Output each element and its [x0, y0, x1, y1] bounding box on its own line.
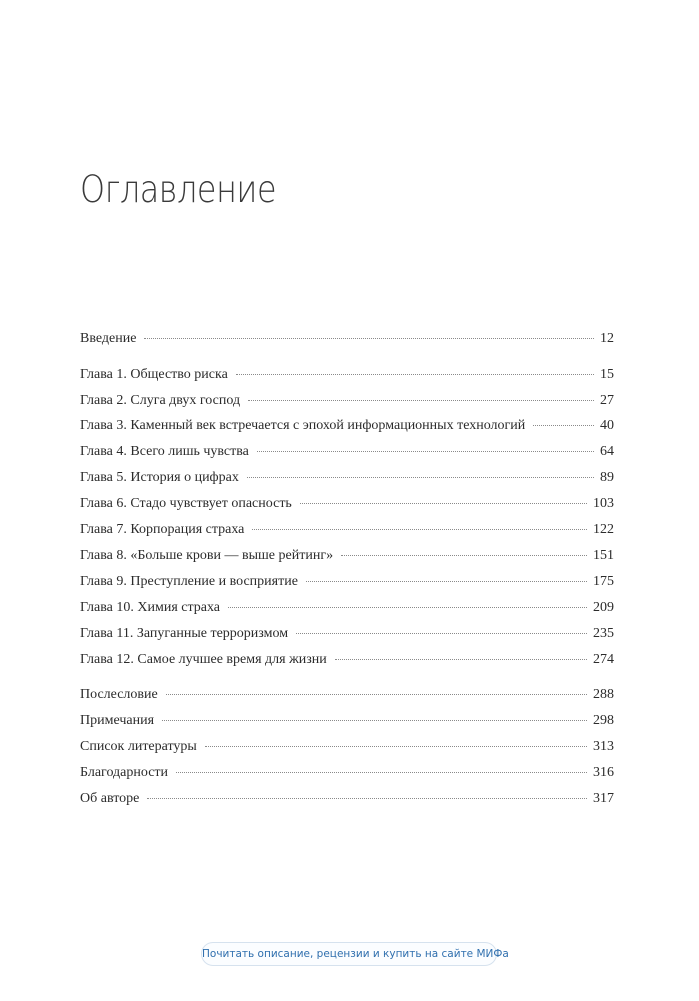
toc-entry[interactable]: [80, 468, 614, 488]
toc-entry-title: Введение: [80, 331, 137, 346]
toc-page-number: 89: [600, 470, 614, 485]
toc-entry[interactable]: [80, 572, 614, 592]
dot-leader: [252, 529, 587, 530]
dot-leader: [306, 581, 587, 582]
dot-leader: [236, 374, 594, 375]
toc-entry-title: Глава 3. Каменный век встречается с эпохой информационных технологий: [80, 418, 526, 433]
dot-leader: [533, 425, 594, 426]
toc-entry[interactable]: [80, 624, 614, 644]
toc-page-number: 122: [593, 522, 614, 537]
dot-leader: [144, 338, 594, 339]
dot-leader: [176, 772, 587, 773]
toc-page-number: 313: [593, 739, 614, 754]
toc-entry-title: Об авторе: [80, 791, 140, 806]
toc-entry[interactable]: [80, 737, 614, 757]
dot-leader: [257, 451, 594, 452]
toc-entry-title: Глава 10. Химия страха: [80, 600, 221, 615]
toc-entry-title: Глава 5. История о цифрах: [80, 470, 239, 485]
dot-leader: [228, 607, 587, 608]
toc-entry[interactable]: [80, 789, 614, 809]
toc-page-number: 151: [593, 548, 614, 563]
toc-page-number: 317: [593, 791, 614, 806]
toc-entry[interactable]: [80, 546, 614, 566]
toc-page-number: 175: [593, 574, 614, 589]
toc-entry-title: Послесловие: [80, 687, 158, 702]
toc-entry[interactable]: [80, 598, 614, 618]
toc-page-number: 103: [593, 496, 614, 511]
toc-entry[interactable]: [80, 494, 614, 514]
toc-page-number: 40: [600, 418, 614, 433]
toc-entry-title: Примечания: [80, 713, 155, 728]
toc-entry[interactable]: [80, 329, 614, 349]
toc-entry-title: Список литературы: [80, 739, 197, 754]
dot-leader: [205, 746, 587, 747]
page-title: Оглавление: [80, 168, 277, 211]
toc-page-number: 64: [600, 444, 614, 459]
dot-leader: [247, 477, 594, 478]
dot-leader: [147, 798, 587, 799]
toc-entry[interactable]: [80, 442, 614, 462]
toc-page-number: 12: [600, 331, 614, 346]
toc-page-number: 288: [593, 687, 614, 702]
dot-leader: [335, 659, 587, 660]
dot-leader: [248, 400, 594, 401]
toc-page-number: 235: [593, 626, 614, 641]
toc-entry[interactable]: [80, 650, 614, 670]
dot-leader: [341, 555, 587, 556]
toc-entry-title: Глава 4. Всего лишь чувства: [80, 444, 249, 459]
toc-entry-title: Глава 7. Корпорация страха: [80, 522, 245, 537]
toc-entry-title: Глава 11. Запуганные терроризмом: [80, 626, 289, 641]
toc-entry-title: Глава 8. «Больше крови — выше рейтинг»: [80, 548, 334, 563]
toc-entry[interactable]: [80, 365, 614, 385]
toc-entry-title: Глава 12. Самое лучшее время для жизни: [80, 652, 327, 667]
toc-page-number: 298: [593, 713, 614, 728]
toc-entry-title: Глава 9. Преступление и восприятие: [80, 574, 298, 589]
toc-page-number: 274: [593, 652, 614, 667]
toc-entry-title: Глава 1. Общество риска: [80, 367, 228, 382]
toc-entry-title: Глава 6. Стадо чувствует опасность: [80, 496, 292, 511]
toc-page-number: 209: [593, 600, 614, 615]
toc-entry[interactable]: [80, 416, 614, 436]
dot-leader: [296, 633, 587, 634]
dot-leader: [166, 694, 587, 695]
toc-entry[interactable]: [80, 763, 614, 783]
toc-entry[interactable]: [80, 520, 614, 540]
toc-page-number: 27: [600, 393, 614, 408]
toc-page-number: 316: [593, 765, 614, 780]
toc-entry-title: Благодарности: [80, 765, 169, 780]
toc-entry[interactable]: [80, 391, 614, 411]
dot-leader: [300, 503, 587, 504]
toc-entry-title: Глава 2. Слуга двух господ: [80, 393, 241, 408]
toc-entry[interactable]: [80, 685, 614, 705]
toc-entry[interactable]: [80, 711, 614, 731]
buy-on-mif-link[interactable]: Почитать описание, рецензии и купить на сайте МИФа: [201, 942, 497, 966]
dot-leader: [162, 720, 587, 721]
toc-page-number: 15: [600, 367, 614, 382]
